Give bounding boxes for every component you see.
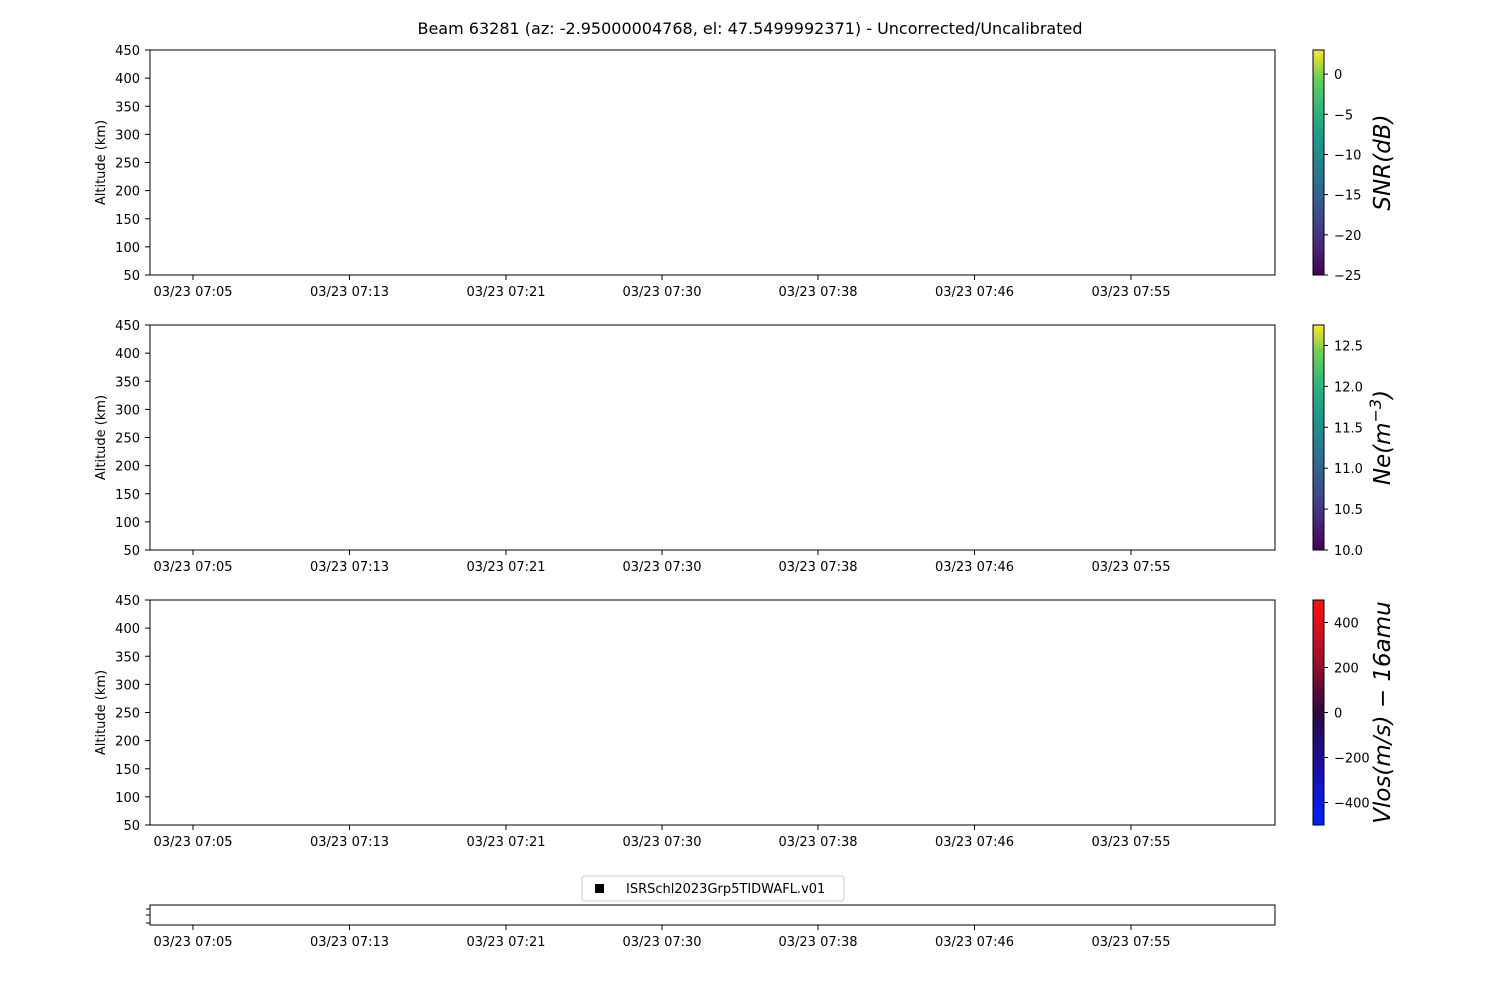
plot-area [150,600,1275,825]
y-tick-label: 400 [115,347,140,363]
x-tick-label: 03/23 07:55 [1091,285,1171,300]
y-axis-label: Altitude (km) [94,394,109,481]
x-tick-label: 03/23 07:46 [934,935,1015,950]
colorbar-label [1366,390,1396,485]
y-tick-label: 450 [115,44,140,59]
x-tick-label: 03/23 07:05 [153,285,233,300]
y-tick-label: 200 [115,184,140,200]
colorbar-tick-label: 12.0 [1334,380,1363,396]
colorbar-tick-label: 10.5 [1334,503,1363,519]
y-tick-label: 300 [115,403,140,419]
colorbar-tick-label: 11.0 [1334,462,1363,478]
y-tick-label: 50 [123,544,140,559]
y-tick-label: 100 [115,240,140,256]
x-tick-label: 03/23 07:30 [622,285,702,300]
x-tick-label: 03/23 07:38 [778,835,858,850]
y-axis-label: Altitude (km) [94,669,109,756]
snr-panel [94,44,1396,300]
plot-area [150,325,1275,550]
y-tick-label: 300 [115,678,140,694]
colorbar-tick-label: −25 [1334,269,1362,284]
plot-area [150,905,1275,925]
y-tick-label: 100 [115,790,140,806]
ne-panel [94,319,1396,575]
colorbar-label-text: Ne(m [1370,422,1396,486]
x-tick-label: 03/23 07:55 [1091,560,1171,575]
colorbar-label [1370,114,1396,210]
y-tick-label: 350 [115,650,140,666]
x-tick-label: 03/23 07:55 [1091,935,1171,950]
y-tick-label: 50 [123,819,140,834]
colorbar-tick-label: 0 [1334,68,1343,84]
y-tick-label: 400 [115,622,140,638]
vlos-panel [94,594,1396,850]
x-tick-label: 03/23 07:46 [934,285,1015,300]
y-tick-label: 200 [115,459,140,475]
colorbar-tick-label: −20 [1334,228,1362,244]
x-tick-label: 03/23 07:38 [778,935,858,950]
x-tick-label: 03/23 07:55 [1091,835,1171,850]
y-tick-label: 100 [115,515,140,531]
x-tick-label: 03/23 07:05 [153,835,233,850]
x-tick-label: 03/23 07:38 [778,285,858,300]
y-tick-label: 250 [115,156,140,172]
colorbar-tick-label: −5 [1334,108,1354,124]
y-tick-label: 350 [115,100,140,116]
colorbar-tick-label: −10 [1334,148,1362,164]
x-tick-label: 03/23 07:21 [466,935,546,950]
colorbar-label-superscript: −3 [1366,398,1385,423]
x-tick-label: 03/23 07:38 [778,560,858,575]
figure-title: Beam 63281 (az: -2.95000004768, el: 47.5499992371) - Uncorrected/Uncalibrated [417,19,1083,38]
colorbar-label-text: Vlos(m/s) − 16amu [1370,601,1396,824]
colorbar-tick-label: −15 [1334,188,1362,204]
x-tick-label: 03/23 07:30 [622,935,702,950]
colorbar [1313,600,1324,825]
experiment-panel [146,876,1275,950]
colorbar-label-text: SNR(dB) [1370,114,1396,211]
plot-area [150,50,1275,275]
x-tick-label: 03/23 07:21 [466,285,546,300]
colorbar-tick-label: 0 [1334,706,1343,722]
x-tick-label: 03/23 07:21 [466,835,546,850]
y-tick-label: 450 [115,594,140,609]
y-tick-label: 250 [115,431,140,447]
x-tick-label: 03/23 07:21 [466,560,546,575]
y-tick-label: 150 [115,212,140,228]
x-tick-label: 03/23 07:05 [153,560,233,575]
colorbar-tick-label: 11.5 [1334,421,1363,437]
y-tick-label: 150 [115,762,140,778]
legend-entry-label: ISRSchl2023Grp5TIDWAFL.v01 [626,882,826,897]
y-tick-label: 250 [115,706,140,722]
x-tick-label: 03/23 07:13 [309,285,390,300]
x-tick-label: 03/23 07:13 [309,935,390,950]
y-tick-label: 300 [115,128,140,144]
colorbar-tick-label: 10.0 [1334,544,1363,559]
y-tick-label: 450 [115,319,140,334]
y-tick-label: 200 [115,734,140,750]
colorbar-tick-label: 12.5 [1334,339,1363,355]
colorbar-label [1370,601,1396,824]
y-tick-label: 350 [115,375,140,391]
x-tick-label: 03/23 07:30 [622,835,702,850]
x-tick-label: 03/23 07:30 [622,560,702,575]
x-tick-label: 03/23 07:13 [309,835,390,850]
colorbar-tick-label: 400 [1334,616,1359,632]
colorbar-tick-label: −400 [1334,796,1370,812]
x-tick-label: 03/23 07:05 [153,935,233,950]
x-tick-label: 03/23 07:13 [309,560,390,575]
legend-marker-square [595,884,604,893]
x-tick-label: 03/23 07:46 [934,835,1015,850]
y-tick-label: 150 [115,487,140,503]
y-axis-label: Altitude (km) [94,119,109,206]
colorbar-tick-label: −200 [1334,751,1370,767]
colorbar [1313,325,1324,550]
colorbar-label-close: ) [1370,389,1396,399]
colorbar-tick-label: 200 [1334,661,1359,677]
legend [582,876,844,901]
y-tick-label: 400 [115,72,140,88]
y-tick-label: 50 [123,269,140,284]
colorbar [1313,50,1324,275]
x-tick-label: 03/23 07:46 [934,560,1015,575]
